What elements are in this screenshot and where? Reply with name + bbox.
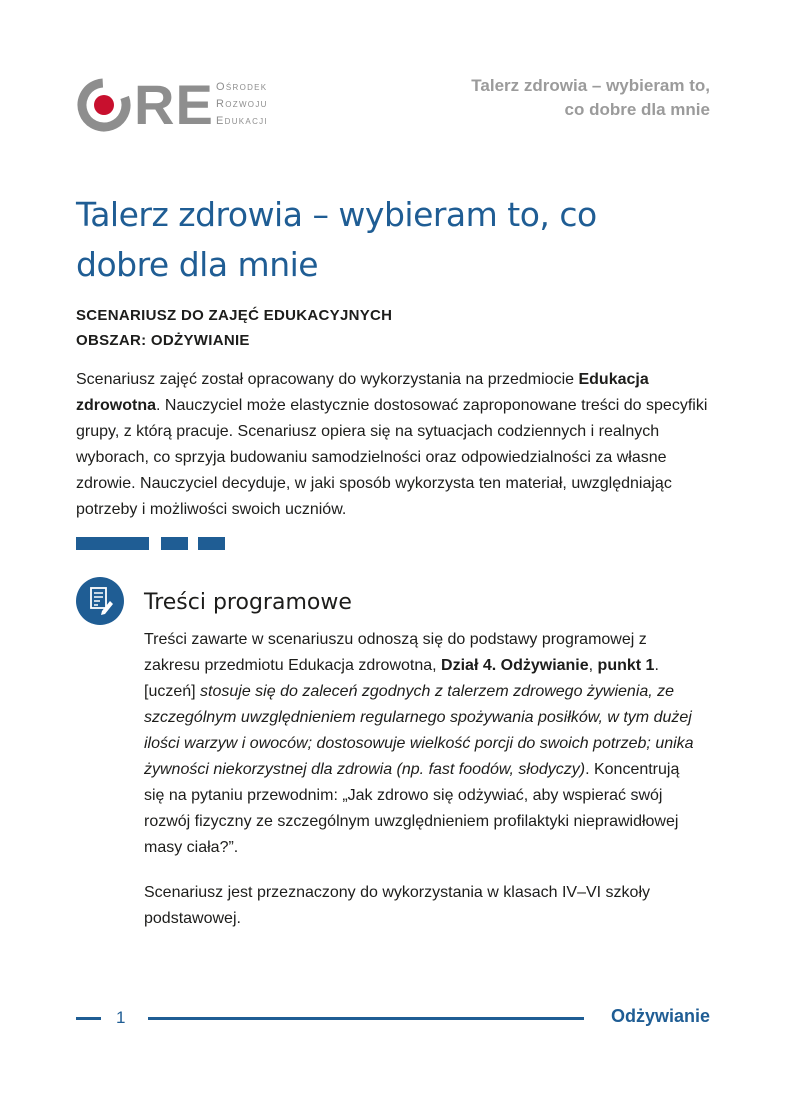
section-paragraph bbox=[144, 627, 704, 861]
section-text: , bbox=[588, 657, 598, 674]
divider-bar bbox=[161, 537, 188, 550]
section-bold: Dział 4. Odżywianie bbox=[441, 657, 589, 674]
intro-text: . Nauczyciel może elastycznie dostosować zaproponowane treści do specyfiki grupy, z którą pracuje. Scenariusz opiera się na sytuacjach codziennych i realnych wyborach, co sprzyja budowaniu samodzielności oraz odpowiedzialności za własne zdrowie. Nauczyciel decyduje, w jaki sposób wykorzysta ten materiał, uwzględniając potrzeby i możliwości swoich uczniów. bbox=[76, 397, 708, 518]
document-title-line: Talerz zdrowia – wybieram to, co bbox=[76, 195, 597, 234]
running-header-line: Talerz zdrowia – wybieram to, bbox=[471, 76, 710, 95]
logo-sub-line: Ośrodek bbox=[216, 81, 268, 93]
logo-sub-line: Edukacji bbox=[216, 115, 268, 127]
section-bold: punkt 1 bbox=[597, 657, 655, 674]
section-text: . Koncentrują się na pytaniu przewodnim: „Jak zdrowo się odżywiać, aby wspierać swój rozwój fizyczny ze szczególnym uwzględnieniem profilaktyki nieprawidłowej masy ciała?”. bbox=[144, 761, 680, 856]
logo-subtitle bbox=[216, 79, 268, 130]
scenario-area: OBSZAR: ODŻYWIANIE bbox=[76, 332, 250, 349]
scenario-type: SCENARIUSZ DO ZAJĘĆ EDUKACYJNYCH bbox=[76, 307, 393, 324]
section-heading: Treści programowe bbox=[144, 590, 352, 615]
document-subtitle bbox=[76, 303, 392, 353]
section-text: Treści zawarte w scenariuszu odnoszą się do podstawy programowej z zakresu przedmiotu Edukacja zdrowotna, bbox=[144, 631, 647, 674]
document-pen-icon bbox=[76, 577, 124, 625]
intro-text: Scenariusz zajęć został opracowany do wykorzystania na przedmiocie bbox=[76, 371, 579, 388]
section-italic: stosuje się do zaleceń zgodnych z talerzem zdrowego żywienia, ze szczególnym uwzględnieniem regularnego spożywania posiłków, w tym dużej ilości warzyw i owoców; dostosowuje wielkość porcji do swoich potrzeb; unika żywności niekorzystnej dla zdrowia (np. fast foodów, słodyczy) bbox=[144, 683, 694, 778]
footer-rule bbox=[76, 1017, 101, 1020]
section-text: . [uczeń] bbox=[144, 657, 659, 700]
intro-bold: Edukacja zdrowotna bbox=[76, 371, 649, 414]
footer-section-label: Odżywianie bbox=[610, 1006, 710, 1026]
running-header bbox=[410, 74, 710, 122]
ore-logo bbox=[76, 75, 296, 135]
logo-o-mark bbox=[76, 77, 132, 133]
intro-paragraph bbox=[76, 367, 716, 523]
footer-rule bbox=[148, 1017, 584, 1020]
document-title-line: dobre dla mnie bbox=[76, 245, 319, 284]
running-header-line: co dobre dla mnie bbox=[564, 100, 710, 119]
divider-bar bbox=[198, 537, 225, 550]
logo-sub-line: Rozwoju bbox=[216, 98, 268, 110]
grade-note: Scenariusz jest przeznaczony do wykorzystania w klasach IV–VI szkoły podstawowej. bbox=[144, 884, 650, 927]
logo-letters: RE bbox=[134, 73, 214, 136]
document-title bbox=[76, 190, 716, 290]
divider-bar bbox=[76, 537, 149, 550]
page-number: 1 bbox=[116, 1008, 126, 1027]
